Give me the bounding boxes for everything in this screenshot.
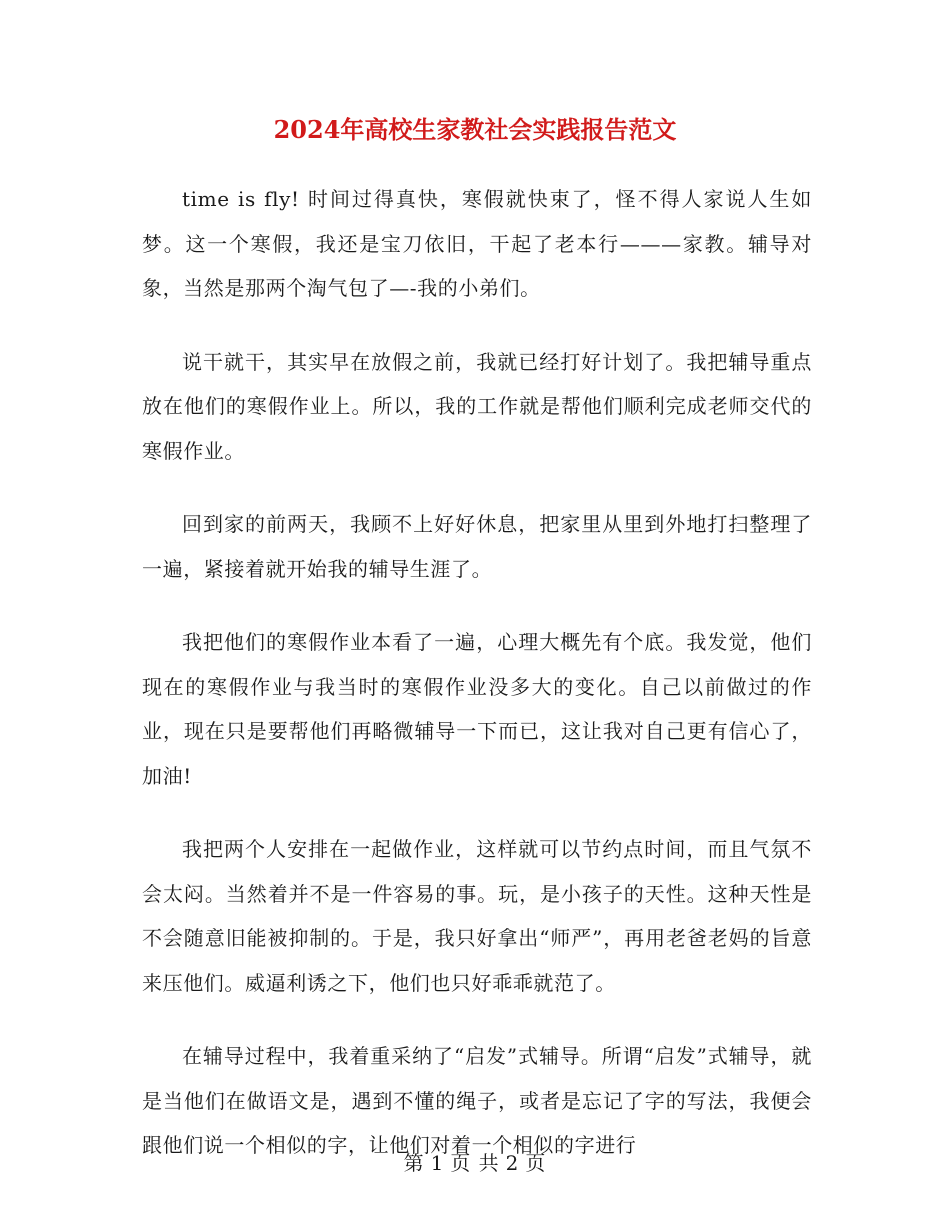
document-title: 2024年高校生家教社会实践报告范文 — [273, 115, 677, 144]
footer-current-page: 1 — [430, 1151, 445, 1175]
paragraph-3: 回到家的前两天，我顾不上好好休息，把家里从里到外地打扫整理了一遍，紧接着就开始我的辅导生涯了。 — [142, 512, 812, 581]
paragraph-1: time is fly! 时间过得真快，寒假就快束了，怪不得人家说人生如梦。这一个寒假，我还是宝刀依旧，干起了老本行———家教。辅导对象，当然是那两个淘气包了—-我的小弟们。 — [142, 187, 812, 300]
paragraph-5: 我把两个人安排在一起做作业，这样就可以节约点时间，而且气氛不会太闷。当然着并不是一件容易的事。玩，是小孩子的天性。这种天性是不会随意旧能被抑制的。于是，我只好拿出“师严”，再用老爸老妈的旨意来压他们。威逼利诱之下，他们也只好乖乖就范了。 — [142, 837, 812, 995]
document-body — [142, 177, 812, 1197]
footer-prefix: 第 — [403, 1151, 425, 1175]
paragraph-2: 说干就干，其实早在放假之前，我就已经打好计划了。我把辅导重点放在他们的寒假作业上。所以，我的工作就是帮他们顺利完成老师交代的寒假作业。 — [142, 349, 812, 463]
page-footer — [0, 1148, 950, 1178]
paragraph-4: 我把他们的寒假作业本看了一遍，心理大概先有个底。我发觉，他们现在的寒假作业与我当时的寒假作业没多大的变化。自己以前做过的作业，现在只是要帮他们再略微辅导一下而已，这让我对自己更有信心了，加油! — [142, 630, 812, 788]
paragraph-6: 在辅导过程中，我着重采纳了“启发”式辅导。所谓“启发”式辅导，就是当他们在做语文是，遇到不懂的绳子，或者是忘记了字的写法，我便会跟他们说一个相似的字，让他们对着一个相似的字进行 — [142, 1044, 812, 1157]
footer-suffix: 页 — [525, 1151, 547, 1175]
footer-total-pages: 2 — [505, 1151, 520, 1175]
footer-middle: 页 共 — [450, 1151, 500, 1175]
